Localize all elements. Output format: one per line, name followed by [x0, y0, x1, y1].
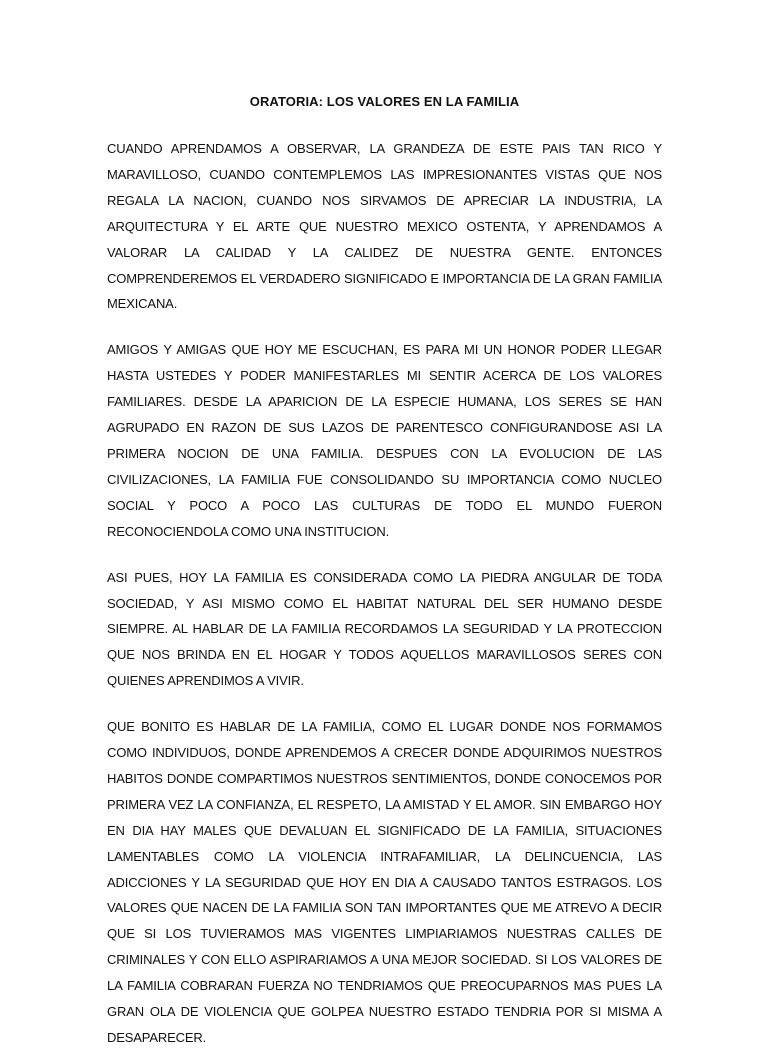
paragraph-2: AMIGOS Y AMIGAS QUE HOY ME ESCUCHAN, ES PARA MI UN HONOR PODER LLEGAR HASTA USTEDES Y PODER MANIFESTARLES MI SENTIR ACERCA DE LOS VALORES FAMILIARES. DESDE LA APARICION DE LA ESPECIE HUMANA, LOS SERES SE HAN AGRUPADO EN RAZON DE SUS LAZOS DE PARENTESCO CONFIGURANDOSE ASI LA PRIMERA NOCION DE UNA FAMILIA. DESPUES CON LA EVOLUCION DE LAS CIVILIZACIONES, LA FAMILIA FUE CONSOLIDANDO SU IMPORTANCIA COMO NUCLEO SOCIAL Y POCO A POCO LAS CULTURAS DE TODO EL MUNDO FUERON RECONOCIENDOLA COMO UNA INSTITUCION.	[107, 342, 662, 539]
document-title: ORATORIA: LOS VALORES EN LA FAMILIA	[249, 94, 520, 109]
paragraph-3: ASI PUES, HOY LA FAMILIA ES CONSIDERADA COMO LA PIEDRA ANGULAR DE TODA SOCIEDAD, Y ASI MISMO COMO EL HABITAT NATURAL DEL SER HUMANO DESDE SIEMPRE. AL HABLAR DE LA FAMILIA RECORDAMOS LA SEGURIDAD Y LA PROTECCION QUE NOS BRINDA EN EL HOGAR Y TODOS AQUELLOS MARAVILLOSOS SERES CON QUIENES APRENDIMOS A VIVIR.	[107, 569, 662, 689]
paragraph-1: CUANDO APRENDAMOS A OBSERVAR, LA GRANDEZA DE ESTE PAIS TAN RICO Y MARAVILLOSO, CUANDO CONTEMPLEMOS LAS IMPRESIONANTES VISTAS QUE NOS REGALA LA NACION, CUANDO NOS SIRVAMOS DE APRECIAR LA INDUSTRIA, LA ARQUITECTURA Y EL ARTE QUE NUESTRO MEXICO OSTENTA, Y APRENDAMOS A VALORAR LA CALIDAD Y LA CALIDEZ DE NUESTRA GENTE. ENTONCES COMPRENDEREMOS EL VERDADERO SIGNIFICADO E IMPORTANCIA DE LA GRAN FAMILIA MEXICANA.	[107, 141, 662, 312]
paragraph-4: QUE BONITO ES HABLAR DE LA FAMILIA, COMO EL LUGAR DONDE NOS FORMAMOS COMO INDIVIDUOS, DONDE APRENDEMOS A CRECER DONDE ADQUIRIMOS NUESTROS HABITOS DONDE COMPARTIMOS NUESTROS SENTIMIENTOS, DONDE CONOCEMOS POR PRIMERA VEZ LA CONFIANZA, EL RESPETO, LA AMISTAD Y EL AMOR. SIN EMBARGO HOY EN DIA HAY MALES QUE DEVALUAN EL SIGNIFICADO DE LA FAMILIA, SITUACIONES LAMENTABLES COMO LA VIOLENCIA INTRAFAMILIAR, LA DELINCUENCIA, LAS ADICCIONES Y LA SEGURIDAD QUE HOY EN DIA A CAUSADO TANTOS ESTRAGOS. LOS VALORES QUE NACEN DE LA FAMILIA SON TAN IMPORTANTES QUE ME ATREVO A DECIR QUE SI LOS TUVIERAMOS MAS VIGENTES LIMPIARIAMOS NUESTRAS CALLES DE CRIMINALES Y CON ELLO ASPIRARIAMOS A UNA MEJOR SOCIEDAD. SI LOS VALORES DE LA FAMILIA COBRARAN FUERZA NO TENDRIAMOS QUE PREOCUPARNOS MAS PUES LA GRAN OLA DE VIOLENCIA QUE GOLPEA NUESTRO ESTADO TENDRIA POR SI MISMA A DESAPARECER.	[107, 719, 662, 1045]
